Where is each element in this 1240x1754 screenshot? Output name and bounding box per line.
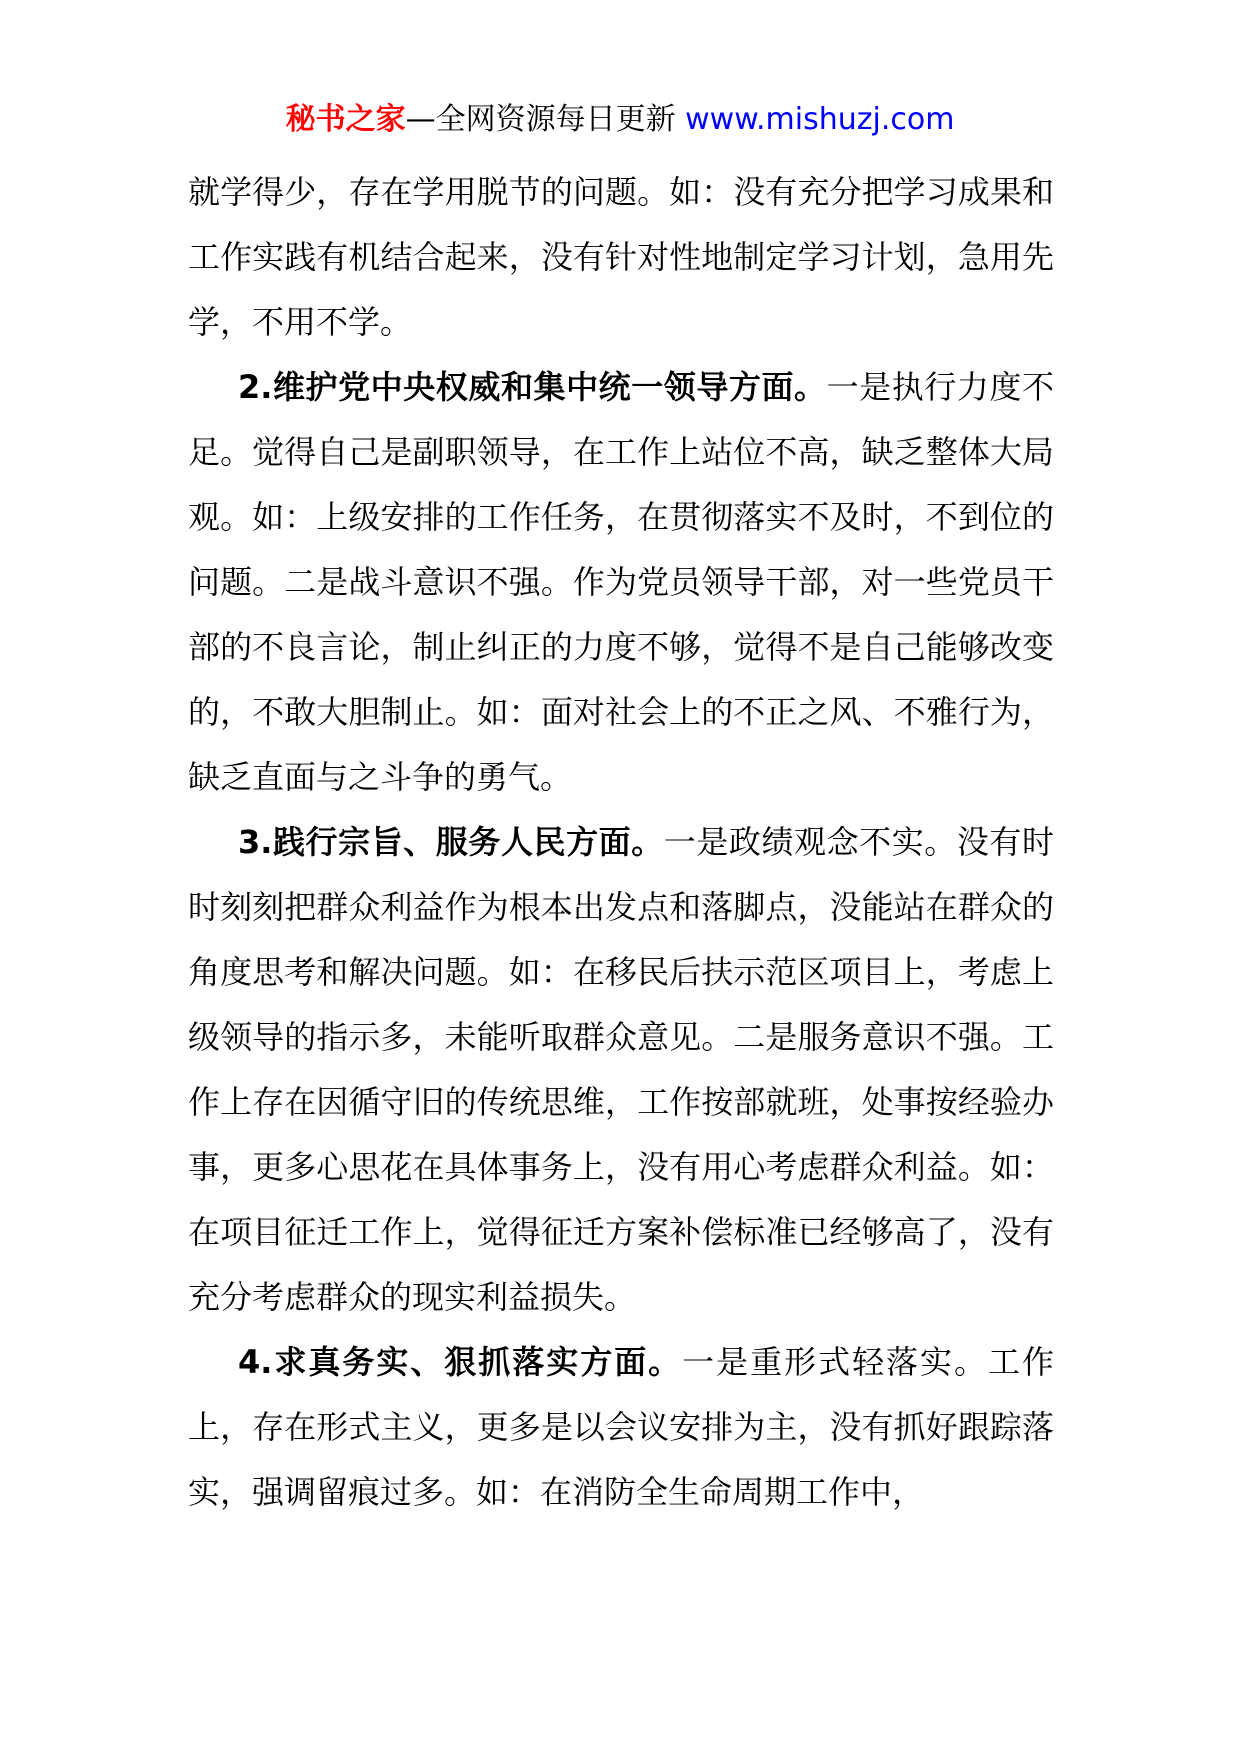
paragraph-section-3 — [188, 810, 1054, 1330]
paragraph-text: 一是政绩观念不实。没有时时刻刻把群众利益作为根本出发点和落脚点，没能站在群众的角度思考和解决问题。如：在移民后扶示范区项目上，考虑上级领导的指示多，未能听取群众意见。二是服务意识不强。工作上存在因循守旧的传统思维，工作按部就班，处事按经验办事，更多心思花在具体事务上，没有用心考虑群众利益。如：在项目征迁工作上，觉得征迁方案补偿标准已经够高了，没有充分考虑群众的现实利益损失。 — [188, 823, 1054, 1316]
paragraph-section-4 — [188, 1330, 1054, 1525]
section-heading: 3.践行宗旨、服务人民方面。 — [238, 823, 664, 861]
paragraph-text: 一是重形式轻落实。工作上，存在形式主义，更多是以会议安排为主，没有抓好跟踪落实，强调留痕过多。如：在消防全生命周期工作中， — [188, 1343, 1054, 1511]
site-brand: 秘书之家 — [285, 102, 406, 137]
document-body — [188, 160, 1054, 1525]
paragraph-text: 就学得少，存在学用脱节的问题。如：没有充分把学习成果和工作实践有机结合起来，没有针对性地制定学习计划，急用先学，不用不学。 — [188, 173, 1054, 341]
section-heading: 4.求真务实、狠抓落实方面。 — [238, 1343, 683, 1381]
paragraph-section-2 — [188, 355, 1054, 810]
paragraph-text: 一是执行力度不足。觉得自己是副职领导，在工作上站位不高，缺乏整体大局观。如：上级安排的工作任务，在贯彻落实不及时，不到位的问题。二是战斗意识不强。作为党员领导干部，对一些党员干部的不良言论，制止纠正的力度不够，觉得不是自己能够改变的，不敢大胆制止。如：面对社会上的不正之风、不雅行为，缺乏直面与之斗争的勇气。 — [188, 368, 1054, 796]
site-tagline: —全网资源每日更新 — [405, 102, 686, 137]
page-header — [0, 100, 1240, 140]
paragraph-continuation — [188, 160, 1054, 355]
section-heading: 2.维护党中央权威和集中统一领导方面。 — [238, 368, 827, 406]
site-url[interactable]: www.mishuzj.com — [685, 102, 955, 137]
